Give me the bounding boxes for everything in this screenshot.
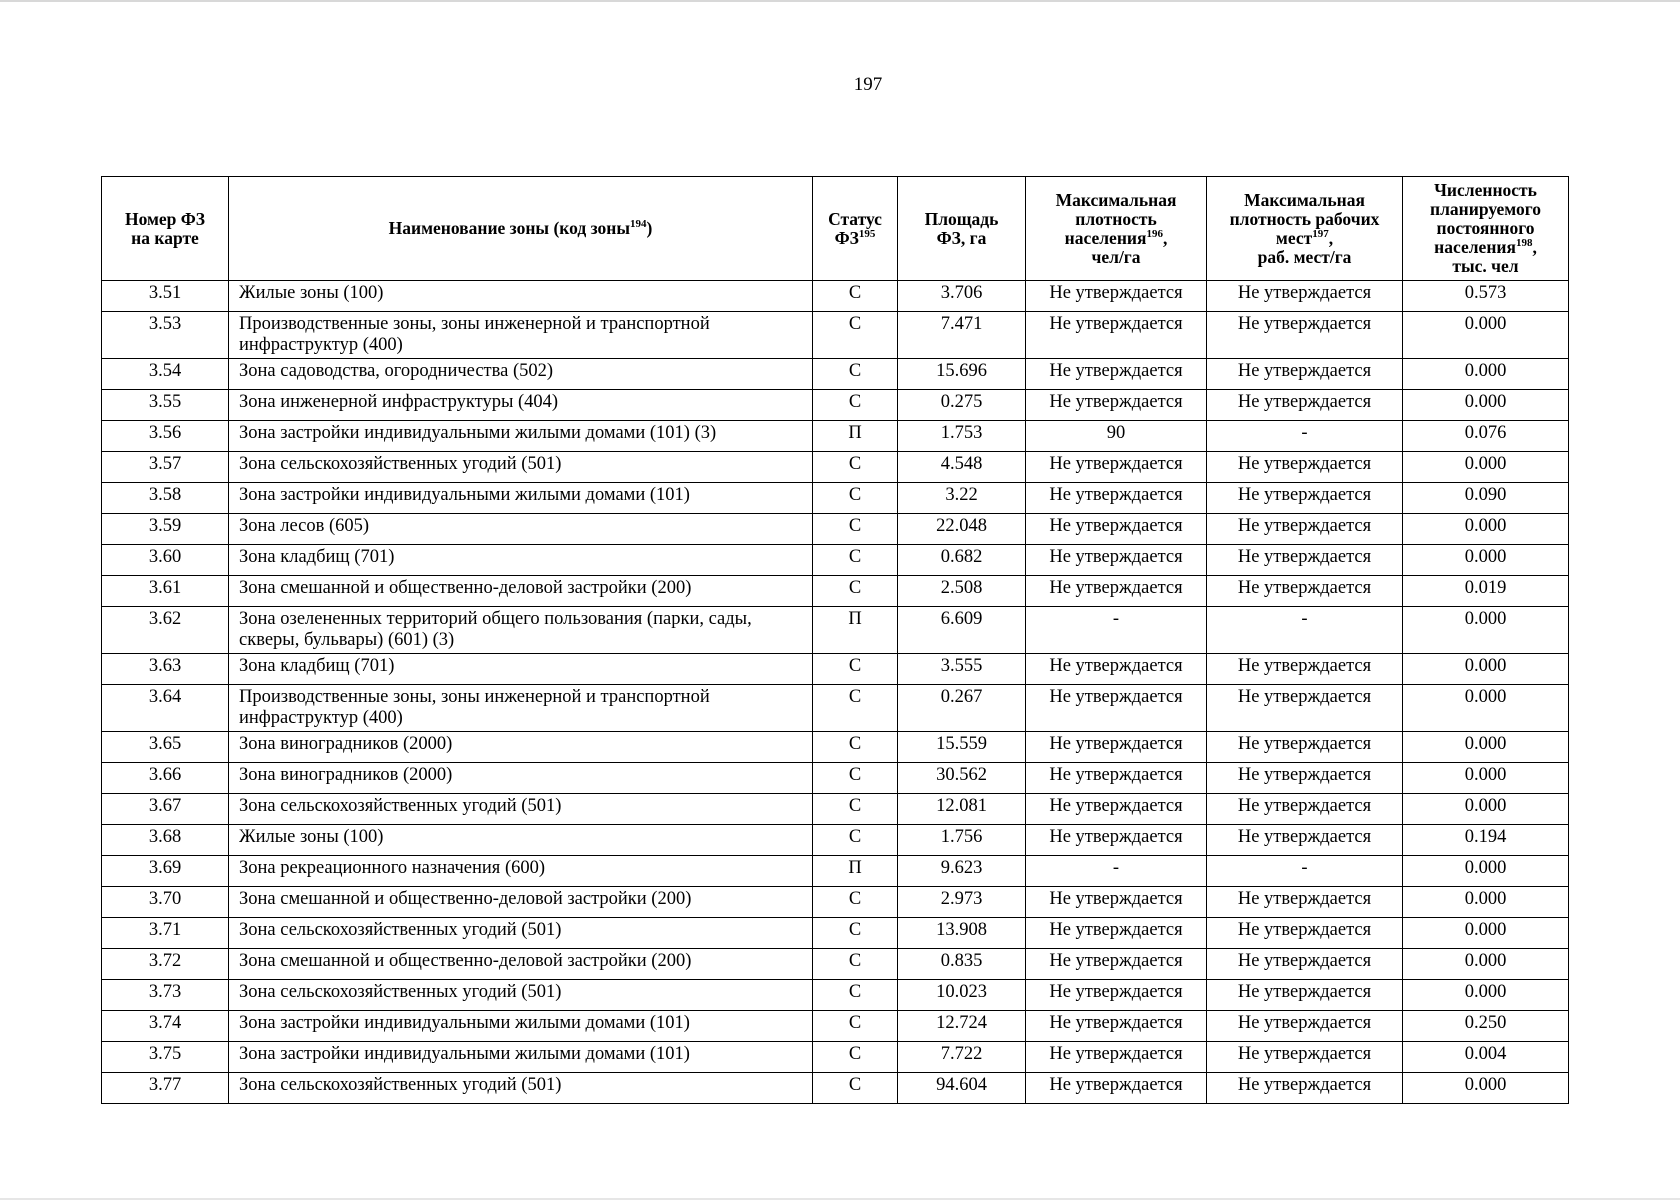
zone-name-cell: Жилые зоны (100) bbox=[229, 281, 813, 312]
zone-status-cell: С bbox=[813, 312, 898, 359]
zone-area-cell: 7.471 bbox=[898, 312, 1026, 359]
zone-number-cell: 3.75 bbox=[102, 1042, 229, 1073]
zone-status-cell: С bbox=[813, 980, 898, 1011]
planned-population-cell: 0.019 bbox=[1403, 576, 1569, 607]
zone-area-cell: 30.562 bbox=[898, 763, 1026, 794]
planned-population-cell: 0.000 bbox=[1403, 949, 1569, 980]
population-density-cell: Не утверждается bbox=[1026, 390, 1207, 421]
planned-population-cell: 0.000 bbox=[1403, 794, 1569, 825]
workplace-density-cell: - bbox=[1207, 421, 1403, 452]
zone-status-cell: С bbox=[813, 514, 898, 545]
workplace-density-cell: Не утверждается bbox=[1207, 312, 1403, 359]
zone-area-cell: 3.555 bbox=[898, 654, 1026, 685]
zone-area-cell: 15.696 bbox=[898, 359, 1026, 390]
population-density-cell: Не утверждается bbox=[1026, 514, 1207, 545]
zone-name-cell: Зона сельскохозяйственных угодий (501) bbox=[229, 452, 813, 483]
zone-area-cell: 3.706 bbox=[898, 281, 1026, 312]
zone-name-cell: Зона сельскохозяйственных угодий (501) bbox=[229, 1073, 813, 1104]
workplace-density-cell: - bbox=[1207, 856, 1403, 887]
zone-name-cell: Жилые зоны (100) bbox=[229, 825, 813, 856]
population-density-cell: Не утверждается bbox=[1026, 576, 1207, 607]
zone-area-cell: 4.548 bbox=[898, 452, 1026, 483]
zone-number-cell: 3.61 bbox=[102, 576, 229, 607]
zone-number-cell: 3.60 bbox=[102, 545, 229, 576]
zone-area-cell: 0.275 bbox=[898, 390, 1026, 421]
planned-population-cell: 0.000 bbox=[1403, 1073, 1569, 1104]
zone-name-cell: Зона кладбищ (701) bbox=[229, 654, 813, 685]
planned-population-cell: 0.000 bbox=[1403, 514, 1569, 545]
zone-number-cell: 3.51 bbox=[102, 281, 229, 312]
zone-name-cell: Производственные зоны, зоны инженерной и транспортной инфраструктур (400) bbox=[229, 685, 813, 732]
zone-status-cell: С bbox=[813, 732, 898, 763]
zone-number-cell: 3.77 bbox=[102, 1073, 229, 1104]
population-density-cell: Не утверждается bbox=[1026, 359, 1207, 390]
table-body bbox=[102, 281, 1569, 1104]
header-status: Статус ФЗ$^{195}$ bbox=[813, 177, 898, 281]
table-row bbox=[102, 1073, 1569, 1104]
zone-number-cell: 3.67 bbox=[102, 794, 229, 825]
population-density-cell: Не утверждается bbox=[1026, 452, 1207, 483]
zone-area-cell: 1.753 bbox=[898, 421, 1026, 452]
workplace-density-cell: Не утверждается bbox=[1207, 1042, 1403, 1073]
zone-name-cell: Зона сельскохозяйственных угодий (501) bbox=[229, 980, 813, 1011]
zone-name-cell: Зона смешанной и общественно-деловой застройки (200) bbox=[229, 576, 813, 607]
zone-name-cell: Зона кладбищ (701) bbox=[229, 545, 813, 576]
zone-area-cell: 10.023 bbox=[898, 980, 1026, 1011]
table-row bbox=[102, 312, 1569, 359]
zone-area-cell: 9.623 bbox=[898, 856, 1026, 887]
workplace-density-cell: Не утверждается bbox=[1207, 390, 1403, 421]
zone-area-cell: 12.724 bbox=[898, 1011, 1026, 1042]
population-density-cell: Не утверждается bbox=[1026, 1011, 1207, 1042]
table-row bbox=[102, 421, 1569, 452]
workplace-density-cell: Не утверждается bbox=[1207, 887, 1403, 918]
zone-number-cell: 3.58 bbox=[102, 483, 229, 514]
zone-name-cell: Зона смешанной и общественно-деловой застройки (200) bbox=[229, 887, 813, 918]
zone-status-cell: С bbox=[813, 654, 898, 685]
zone-area-cell: 13.908 bbox=[898, 918, 1026, 949]
table-row bbox=[102, 607, 1569, 654]
zone-name-cell: Зона застройки индивидуальными жилыми домами (101) bbox=[229, 1011, 813, 1042]
population-density-cell: Не утверждается bbox=[1026, 980, 1207, 1011]
zone-number-cell: 3.59 bbox=[102, 514, 229, 545]
table-row bbox=[102, 654, 1569, 685]
zone-area-cell: 7.722 bbox=[898, 1042, 1026, 1073]
zone-name-cell: Зона сельскохозяйственных угодий (501) bbox=[229, 794, 813, 825]
zone-status-cell: С bbox=[813, 545, 898, 576]
zone-area-cell: 3.22 bbox=[898, 483, 1026, 514]
workplace-density-cell: Не утверждается bbox=[1207, 483, 1403, 514]
table-row bbox=[102, 794, 1569, 825]
zone-status-cell: С bbox=[813, 483, 898, 514]
zone-name-cell: Зона озелененных территорий общего пользования (парки, сады, скверы, бульвары) (601) (3) bbox=[229, 607, 813, 654]
zone-status-cell: П bbox=[813, 421, 898, 452]
zone-number-cell: 3.66 bbox=[102, 763, 229, 794]
table-row bbox=[102, 1011, 1569, 1042]
scan-edge-top bbox=[0, 0, 1680, 2]
workplace-density-cell: Не утверждается bbox=[1207, 949, 1403, 980]
table-row bbox=[102, 825, 1569, 856]
zone-area-cell: 1.756 bbox=[898, 825, 1026, 856]
zone-name-cell: Зона сельскохозяйственных угодий (501) bbox=[229, 918, 813, 949]
planned-population-cell: 0.000 bbox=[1403, 545, 1569, 576]
zone-status-cell: С bbox=[813, 359, 898, 390]
zone-name-cell: Зона садоводства, огородничества (502) bbox=[229, 359, 813, 390]
zone-number-cell: 3.64 bbox=[102, 685, 229, 732]
population-density-cell: Не утверждается bbox=[1026, 1073, 1207, 1104]
planned-population-cell: 0.000 bbox=[1403, 390, 1569, 421]
zone-number-cell: 3.54 bbox=[102, 359, 229, 390]
population-density-cell: Не утверждается bbox=[1026, 825, 1207, 856]
workplace-density-cell: Не утверждается bbox=[1207, 732, 1403, 763]
zone-name-cell: Зона лесов (605) bbox=[229, 514, 813, 545]
zone-status-cell: П bbox=[813, 856, 898, 887]
planned-population-cell: 0.090 bbox=[1403, 483, 1569, 514]
zone-number-cell: 3.68 bbox=[102, 825, 229, 856]
table-row bbox=[102, 359, 1569, 390]
zone-area-cell: 12.081 bbox=[898, 794, 1026, 825]
zone-name-cell: Зона застройки индивидуальными жилыми домами (101) bbox=[229, 1042, 813, 1073]
table-row bbox=[102, 918, 1569, 949]
header-zone-name: Наименование зоны (код зоны$^{194}$) bbox=[229, 177, 813, 281]
planned-population-cell: 0.000 bbox=[1403, 763, 1569, 794]
zone-area-cell: 2.973 bbox=[898, 887, 1026, 918]
planned-population-cell: 0.000 bbox=[1403, 359, 1569, 390]
header-planned-population: Численность планируемого постоянного населения$^{198}$, тыс. чел bbox=[1403, 177, 1569, 281]
planned-population-cell: 0.000 bbox=[1403, 887, 1569, 918]
planned-population-cell: 0.000 bbox=[1403, 856, 1569, 887]
planned-population-cell: 0.076 bbox=[1403, 421, 1569, 452]
zone-status-cell: С bbox=[813, 1073, 898, 1104]
workplace-density-cell: Не утверждается bbox=[1207, 685, 1403, 732]
table-row bbox=[102, 1042, 1569, 1073]
population-density-cell: Не утверждается bbox=[1026, 312, 1207, 359]
zone-area-cell: 0.267 bbox=[898, 685, 1026, 732]
table-row bbox=[102, 887, 1569, 918]
zone-status-cell: С bbox=[813, 887, 898, 918]
table-row bbox=[102, 732, 1569, 763]
workplace-density-cell: Не утверждается bbox=[1207, 980, 1403, 1011]
zone-status-cell: С bbox=[813, 949, 898, 980]
zone-area-cell: 2.508 bbox=[898, 576, 1026, 607]
workplace-density-cell: Не утверждается bbox=[1207, 576, 1403, 607]
zone-number-cell: 3.71 bbox=[102, 918, 229, 949]
population-density-cell: Не утверждается bbox=[1026, 763, 1207, 794]
zone-status-cell: П bbox=[813, 607, 898, 654]
zone-name-cell: Зона смешанной и общественно-деловой застройки (200) bbox=[229, 949, 813, 980]
zone-number-cell: 3.62 bbox=[102, 607, 229, 654]
zone-area-cell: 15.559 bbox=[898, 732, 1026, 763]
zone-name-cell: Зона инженерной инфраструктуры (404) bbox=[229, 390, 813, 421]
zone-area-cell: 22.048 bbox=[898, 514, 1026, 545]
zone-status-cell: С bbox=[813, 390, 898, 421]
zone-name-cell: Производственные зоны, зоны инженерной и транспортной инфраструктур (400) bbox=[229, 312, 813, 359]
population-density-cell: Не утверждается bbox=[1026, 281, 1207, 312]
zone-number-cell: 3.74 bbox=[102, 1011, 229, 1042]
workplace-density-cell: Не утверждается bbox=[1207, 545, 1403, 576]
workplace-density-cell: Не утверждается bbox=[1207, 359, 1403, 390]
population-density-cell: Не утверждается bbox=[1026, 794, 1207, 825]
zone-number-cell: 3.65 bbox=[102, 732, 229, 763]
population-density-cell: - bbox=[1026, 607, 1207, 654]
workplace-density-cell: Не утверждается bbox=[1207, 514, 1403, 545]
population-density-cell: Не утверждается bbox=[1026, 545, 1207, 576]
zone-status-cell: С bbox=[813, 794, 898, 825]
planned-population-cell: 0.000 bbox=[1403, 607, 1569, 654]
table-row bbox=[102, 514, 1569, 545]
planned-population-cell: 0.000 bbox=[1403, 980, 1569, 1011]
planned-population-cell: 0.004 bbox=[1403, 1042, 1569, 1073]
population-density-cell: Не утверждается bbox=[1026, 1042, 1207, 1073]
page-number: 197 bbox=[853, 74, 883, 95]
zone-number-cell: 3.57 bbox=[102, 452, 229, 483]
zone-status-cell: С bbox=[813, 763, 898, 794]
table-row bbox=[102, 545, 1569, 576]
zones-table bbox=[101, 176, 1569, 1104]
table-row bbox=[102, 685, 1569, 732]
workplace-density-cell: Не утверждается bbox=[1207, 794, 1403, 825]
population-density-cell: Не утверждается bbox=[1026, 483, 1207, 514]
planned-population-cell: 0.194 bbox=[1403, 825, 1569, 856]
workplace-density-cell: Не утверждается bbox=[1207, 654, 1403, 685]
table-row bbox=[102, 980, 1569, 1011]
zone-area-cell: 6.609 bbox=[898, 607, 1026, 654]
header-zone-number: Номер ФЗ на карте bbox=[102, 177, 229, 281]
table-row bbox=[102, 856, 1569, 887]
planned-population-cell: 0.000 bbox=[1403, 654, 1569, 685]
zone-name-cell: Зона застройки индивидуальными жилыми домами (101) bbox=[229, 483, 813, 514]
workplace-density-cell: Не утверждается bbox=[1207, 825, 1403, 856]
planned-population-cell: 0.000 bbox=[1403, 452, 1569, 483]
zone-area-cell: 94.604 bbox=[898, 1073, 1026, 1104]
zone-number-cell: 3.63 bbox=[102, 654, 229, 685]
workplace-density-cell: Не утверждается bbox=[1207, 281, 1403, 312]
zone-status-cell: С bbox=[813, 685, 898, 732]
header-workplace-density: Максимальная плотность рабочих мест$^{197}$, раб. мест/га bbox=[1207, 177, 1403, 281]
zone-number-cell: 3.72 bbox=[102, 949, 229, 980]
table-row bbox=[102, 763, 1569, 794]
zone-status-cell: С bbox=[813, 281, 898, 312]
table-header-row bbox=[102, 177, 1569, 281]
table-row bbox=[102, 576, 1569, 607]
zone-status-cell: С bbox=[813, 576, 898, 607]
zone-number-cell: 3.55 bbox=[102, 390, 229, 421]
zone-number-cell: 3.56 bbox=[102, 421, 229, 452]
zone-status-cell: С bbox=[813, 825, 898, 856]
zone-number-cell: 3.73 bbox=[102, 980, 229, 1011]
planned-population-cell: 0.000 bbox=[1403, 918, 1569, 949]
zone-status-cell: С bbox=[813, 1011, 898, 1042]
planned-population-cell: 0.000 bbox=[1403, 312, 1569, 359]
planned-population-cell: 0.573 bbox=[1403, 281, 1569, 312]
population-density-cell: Не утверждается bbox=[1026, 887, 1207, 918]
population-density-cell: Не утверждается bbox=[1026, 918, 1207, 949]
zone-name-cell: Зона застройки индивидуальными жилыми домами (101) (3) bbox=[229, 421, 813, 452]
zone-number-cell: 3.53 bbox=[102, 312, 229, 359]
zone-status-cell: С bbox=[813, 1042, 898, 1073]
planned-population-cell: 0.000 bbox=[1403, 685, 1569, 732]
zone-number-cell: 3.69 bbox=[102, 856, 229, 887]
workplace-density-cell: Не утверждается bbox=[1207, 918, 1403, 949]
population-density-cell: Не утверждается bbox=[1026, 685, 1207, 732]
workplace-density-cell: Не утверждается bbox=[1207, 1073, 1403, 1104]
table-row bbox=[102, 390, 1569, 421]
population-density-cell: 90 bbox=[1026, 421, 1207, 452]
population-density-cell: Не утверждается bbox=[1026, 654, 1207, 685]
header-area: Площадь ФЗ, га bbox=[898, 177, 1026, 281]
workplace-density-cell: - bbox=[1207, 607, 1403, 654]
population-density-cell: - bbox=[1026, 856, 1207, 887]
header-population-density: Максимальная плотность населения$^{196}$, чел/га bbox=[1026, 177, 1207, 281]
zone-name-cell: Зона виноградников (2000) bbox=[229, 732, 813, 763]
zone-status-cell: С bbox=[813, 452, 898, 483]
zone-area-cell: 0.835 bbox=[898, 949, 1026, 980]
table-row bbox=[102, 483, 1569, 514]
zone-name-cell: Зона рекреационного назначения (600) bbox=[229, 856, 813, 887]
population-density-cell: Не утверждается bbox=[1026, 732, 1207, 763]
planned-population-cell: 0.250 bbox=[1403, 1011, 1569, 1042]
workplace-density-cell: Не утверждается bbox=[1207, 1011, 1403, 1042]
zone-name-cell: Зона виноградников (2000) bbox=[229, 763, 813, 794]
zone-status-cell: С bbox=[813, 918, 898, 949]
zone-area-cell: 0.682 bbox=[898, 545, 1026, 576]
workplace-density-cell: Не утверждается bbox=[1207, 452, 1403, 483]
zone-number-cell: 3.70 bbox=[102, 887, 229, 918]
planned-population-cell: 0.000 bbox=[1403, 732, 1569, 763]
population-density-cell: Не утверждается bbox=[1026, 949, 1207, 980]
table-row bbox=[102, 452, 1569, 483]
table-row bbox=[102, 281, 1569, 312]
table-row bbox=[102, 949, 1569, 980]
workplace-density-cell: Не утверждается bbox=[1207, 763, 1403, 794]
